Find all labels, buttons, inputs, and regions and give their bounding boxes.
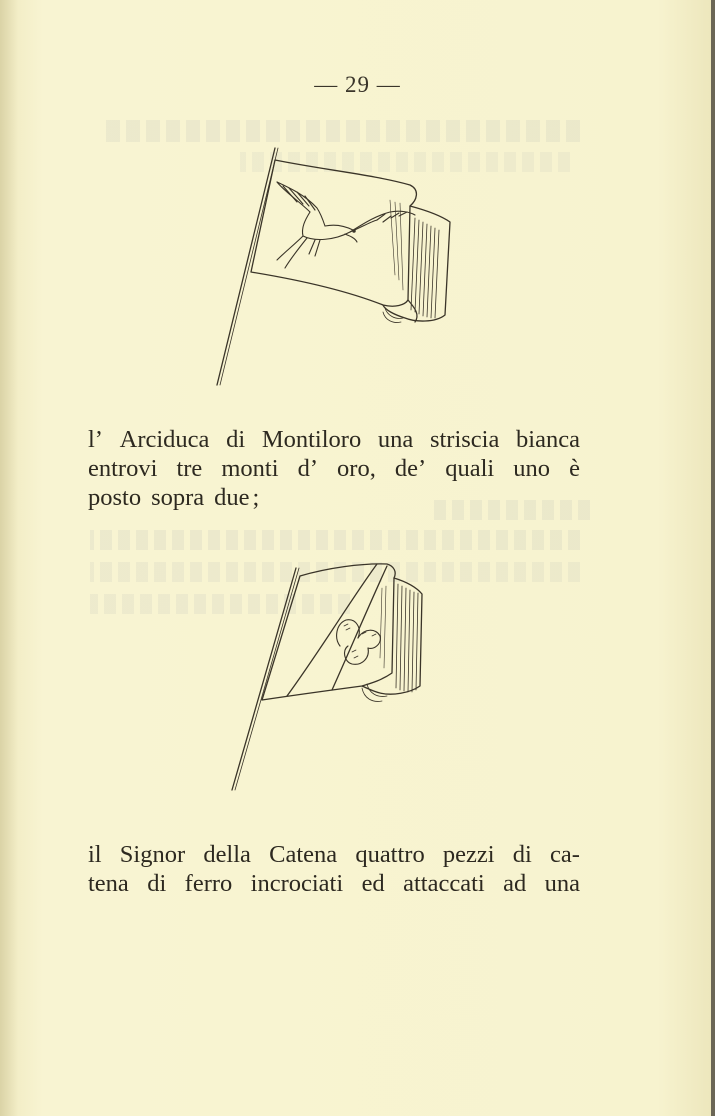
text-line: [88, 869, 580, 898]
word: d’: [297, 455, 318, 482]
word: una: [544, 870, 580, 897]
word: tena: [88, 870, 129, 897]
page-number: — 29 —: [314, 72, 401, 97]
flagpole: [217, 148, 275, 385]
text-line: [88, 454, 580, 483]
word: Signor: [119, 841, 186, 868]
text-line: [88, 840, 580, 869]
word: striscia: [429, 426, 500, 453]
word: il: [88, 841, 102, 868]
word: una: [377, 426, 414, 453]
show-through-text: [90, 530, 580, 550]
word: attaccati: [403, 870, 485, 897]
word: l’: [88, 426, 103, 453]
word: Arciduca: [119, 426, 210, 453]
word: due: [214, 484, 250, 511]
flag-cloth: [251, 160, 416, 306]
flag-with-eagle-illustration: [205, 140, 465, 390]
word: oro,: [337, 455, 376, 482]
word: sopra: [151, 484, 205, 511]
word: posto: [88, 484, 142, 511]
word: di: [147, 870, 167, 897]
word: di: [512, 841, 532, 868]
word: entrovi: [88, 455, 158, 482]
flag-cloth: [262, 564, 395, 700]
word: ed: [361, 870, 385, 897]
word: ad: [503, 870, 527, 897]
text-line: [88, 425, 580, 454]
eagle-icon: [277, 182, 415, 268]
word: ferro: [184, 870, 233, 897]
paragraph-archduke-montiloro: [88, 425, 580, 512]
flag-with-three-mountains-illustration: [222, 558, 437, 798]
word: uno: [513, 455, 551, 482]
word: di: [226, 426, 246, 453]
word: della: [203, 841, 251, 868]
paragraph-signor-catena: [88, 840, 580, 898]
word: quattro: [355, 841, 425, 868]
flagpole: [232, 568, 296, 790]
word: de’: [394, 455, 427, 482]
word: ca-: [549, 841, 580, 868]
page-edge-shadow: [0, 0, 18, 1116]
word: bianca: [516, 426, 580, 453]
word: ;: [252, 484, 260, 511]
word: è: [569, 455, 580, 482]
page-spine: [711, 0, 715, 1116]
show-through-text: [100, 120, 580, 142]
word: quali: [445, 455, 495, 482]
word: tre: [176, 455, 203, 482]
text-line: [88, 483, 580, 512]
word: Montiloro: [261, 426, 362, 453]
word: monti: [221, 455, 279, 482]
word: incrociati: [250, 870, 344, 897]
word: Catena: [269, 841, 338, 868]
word: pezzi: [442, 841, 495, 868]
three-mountains-icon: [337, 620, 381, 665]
